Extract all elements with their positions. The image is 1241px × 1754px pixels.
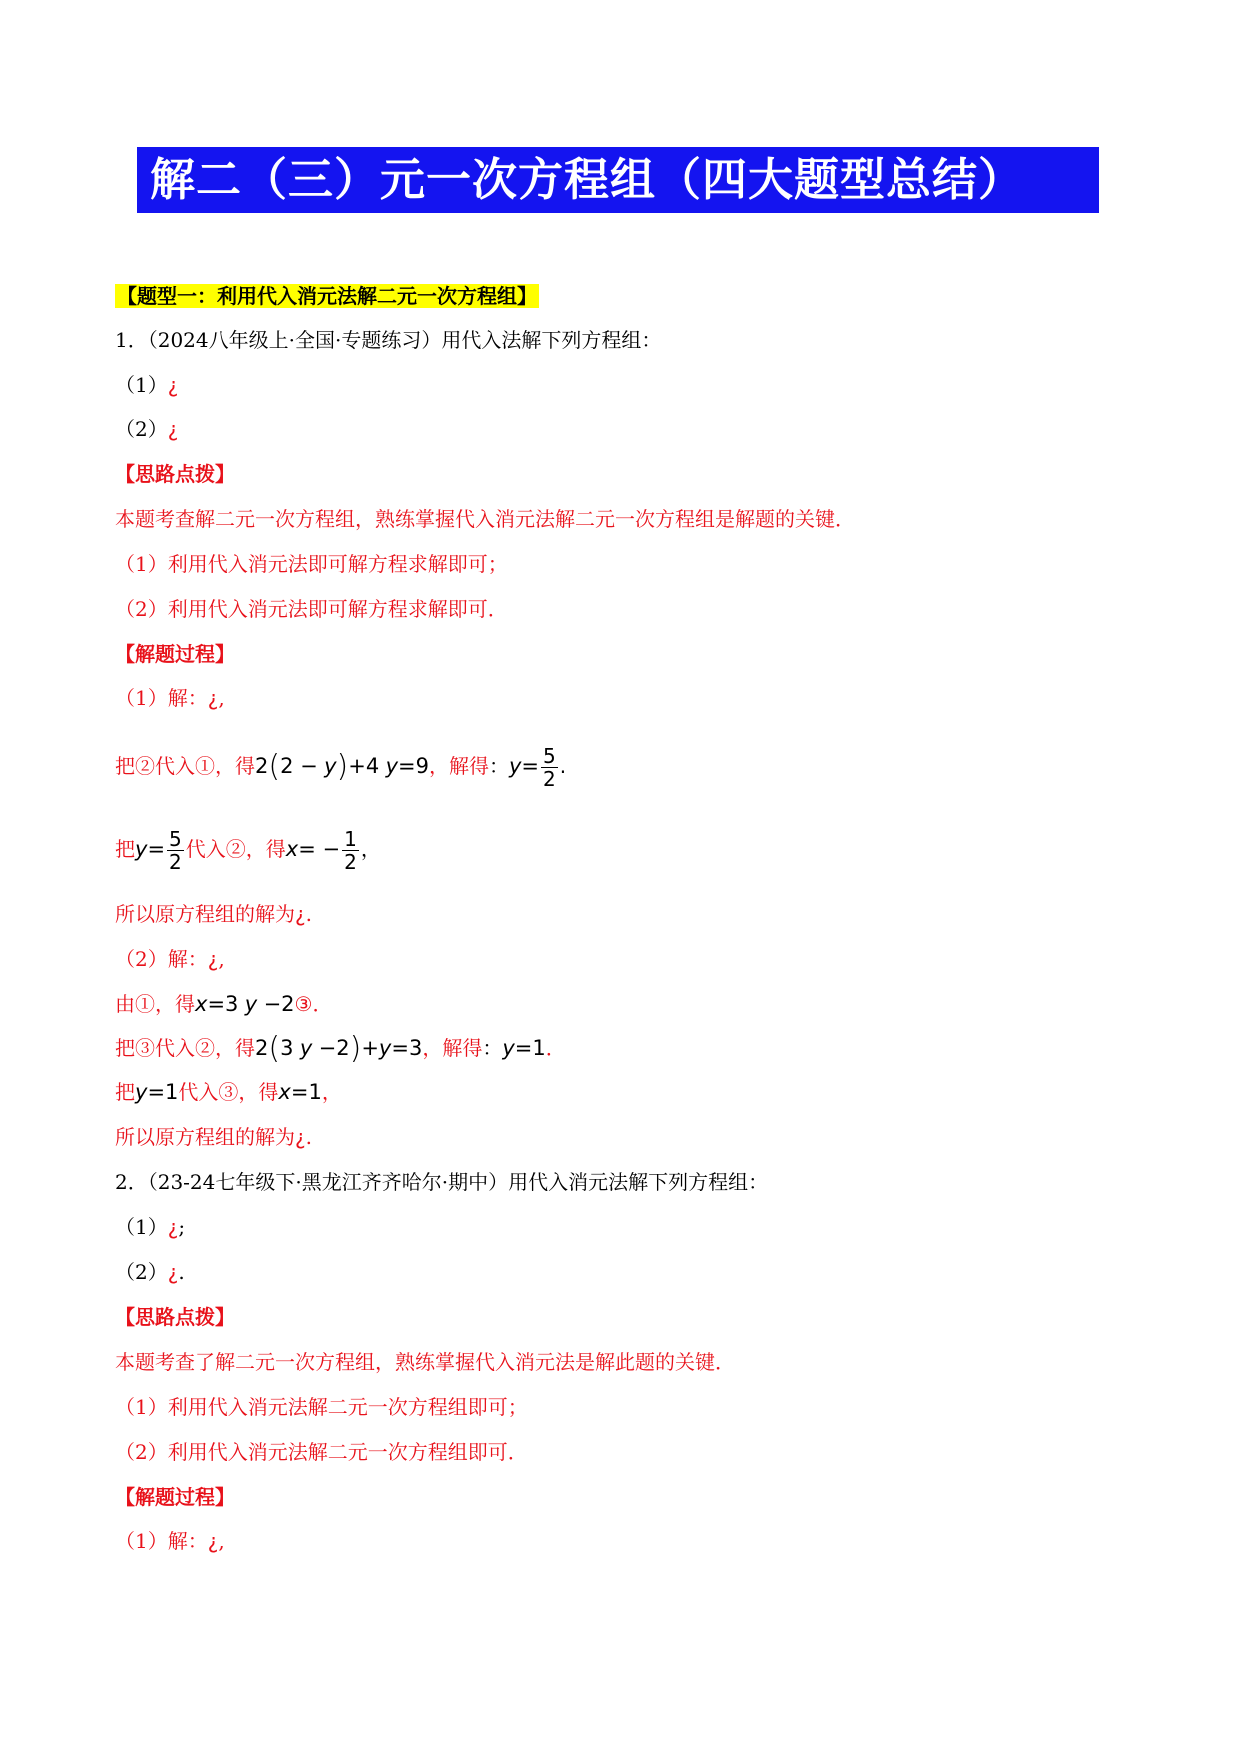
colon: ： — [482, 1036, 503, 1060]
solution-lead-text: （1）解： — [115, 686, 208, 710]
math-term: 2 − — [280, 754, 318, 778]
step-text: ，解得 — [428, 754, 489, 778]
equation-placeholder: ¿ — [167, 1215, 179, 1239]
equation-placeholder: ¿ — [207, 1529, 219, 1553]
math-var: x — [285, 837, 299, 861]
math-number: 2 — [255, 1036, 269, 1060]
question-1-stem: 1．（2024八年级上·全国·专题练习）用代入法解下列方程组： — [115, 328, 662, 352]
fraction — [167, 828, 184, 873]
step-text: 把 — [115, 1080, 135, 1104]
math-term: = — [521, 754, 540, 778]
solution-2-step-3 — [115, 1078, 342, 1106]
question-1-part-2 — [115, 415, 178, 443]
math-number: 3 — [280, 1036, 294, 1060]
comma: , — [218, 947, 225, 971]
math-var: y — [244, 992, 258, 1016]
equation-placeholder: ¿ — [167, 417, 179, 441]
process-label: 【解题过程】 — [115, 642, 235, 666]
denominator: 2 — [344, 850, 357, 874]
solution-1-lead — [115, 684, 225, 712]
fraction — [342, 828, 359, 873]
step-text: 所以原方程组的解为 — [115, 902, 295, 926]
solution-1-result — [115, 900, 312, 928]
solution-2-step-1 — [115, 990, 332, 1018]
step-text: 代入③，得 — [178, 1080, 279, 1104]
equation-placeholder: ¿ — [207, 686, 219, 710]
math-var: y — [508, 754, 522, 778]
part-label: （1） — [115, 1215, 168, 1239]
math-term: =1 — [290, 1080, 322, 1104]
step-text: 把 — [115, 837, 135, 861]
numerator: 5 — [543, 744, 556, 768]
section-label-text: 【题型一：利用代入消元法解二元一次方程组】 — [117, 284, 537, 308]
comma: ， — [321, 1080, 342, 1104]
colon: ： — [488, 754, 509, 778]
hint-part-2: （2）利用代入消元法解二元一次方程组即可． — [115, 1440, 528, 1464]
hint-label: 【思路点拨】 — [115, 462, 235, 486]
math-term: =1 — [514, 1036, 546, 1060]
denominator: 2 — [543, 767, 556, 791]
equation-placeholder: ¿ — [207, 947, 219, 971]
math-term: =1 — [147, 1080, 179, 1104]
math-var: x — [278, 1080, 291, 1104]
step-text: ③． — [294, 992, 333, 1016]
solution-lead-text: （1）解： — [115, 1529, 208, 1553]
part-label: （2） — [115, 1260, 168, 1284]
paren: ) — [336, 749, 349, 784]
comma: , — [218, 1529, 225, 1553]
math-term: −2 — [318, 1036, 350, 1060]
hint-text: 本题考查了解二元一次方程组，熟练掌握代入消元法是解此题的关键． — [115, 1350, 735, 1374]
question-2-part-2 — [115, 1258, 185, 1286]
question-2-part-1 — [115, 1213, 185, 1241]
math-term: =9 — [398, 754, 429, 778]
solution-1-step-1 — [115, 745, 566, 790]
math-term: = — [147, 837, 166, 861]
paren: ( — [268, 1031, 281, 1066]
math-var: y — [135, 1080, 148, 1104]
solution-2-lead — [115, 945, 225, 973]
hint-part-1: （1）利用代入消元法解二元一次方程组即可； — [115, 1395, 528, 1419]
solution-2-result — [115, 1123, 312, 1151]
period: . — [559, 754, 567, 778]
math-term: +4 — [348, 754, 380, 778]
step-text: 把③代入②，得 — [115, 1036, 255, 1060]
math-term: = − — [298, 837, 341, 861]
paren: ( — [268, 749, 281, 784]
solution-2-step-2 — [115, 1031, 566, 1066]
equation-placeholder: ¿ — [295, 902, 306, 926]
paren: ) — [349, 1031, 362, 1066]
math-var: y — [385, 754, 399, 778]
math-var: y — [502, 1036, 515, 1060]
period: . — [178, 1260, 185, 1284]
equation-placeholder: ¿ — [167, 1260, 179, 1284]
period: . — [305, 1125, 312, 1149]
semicolon: ; — [178, 1215, 186, 1239]
solution-1-lead — [115, 1527, 225, 1555]
step-text: 由①，得 — [115, 992, 195, 1016]
math-term: =3 — [391, 1036, 423, 1060]
section-label — [115, 282, 539, 310]
process-label: 【解题过程】 — [115, 1485, 235, 1509]
numerator: 5 — [169, 827, 182, 851]
math-number: 2 — [255, 754, 269, 778]
part-label: （1） — [115, 373, 168, 397]
period: ． — [545, 1036, 566, 1060]
hint-part-1: （1）利用代入消元法即可解方程求解即可； — [115, 552, 508, 576]
comma: ， — [360, 837, 381, 861]
denominator: 2 — [169, 850, 182, 874]
math-var: y — [378, 1036, 392, 1060]
math-var: y — [324, 754, 337, 778]
step-text: 把②代入①，得 — [115, 754, 255, 778]
question-2-stem: 2．（23-24七年级下·黑龙江齐齐哈尔·期中）用代入消元法解下列方程组： — [115, 1170, 769, 1194]
solution-lead-text: （2）解： — [115, 947, 208, 971]
math-term: + — [361, 1036, 379, 1060]
page-title: 解二（三）元一次方程组（四大题型总结） — [150, 153, 1025, 206]
equation-placeholder: ¿ — [295, 1125, 306, 1149]
period: . — [305, 902, 312, 926]
part-label: （2） — [115, 417, 168, 441]
comma: , — [218, 686, 225, 710]
hint-part-2: （2）利用代入消元法即可解方程求解即可． — [115, 597, 508, 621]
math-term: −2 — [263, 992, 295, 1016]
hint-label: 【思路点拨】 — [115, 1305, 235, 1329]
solution-1-step-2 — [115, 828, 381, 873]
fraction — [541, 745, 558, 790]
equation-placeholder: ¿ — [167, 373, 179, 397]
question-1-part-1 — [115, 371, 178, 399]
step-text: 所以原方程组的解为 — [115, 1125, 295, 1149]
hint-text: 本题考查解二元一次方程组，熟练掌握代入消元法解二元一次方程组是解题的关键． — [115, 507, 855, 531]
numerator: 1 — [344, 827, 357, 851]
math-term: =3 — [207, 992, 239, 1016]
step-text: ，解得 — [422, 1036, 483, 1060]
math-var: x — [195, 992, 208, 1016]
step-text: 代入②，得 — [185, 837, 286, 861]
math-var: y — [299, 1036, 313, 1060]
math-var: y — [135, 837, 148, 861]
